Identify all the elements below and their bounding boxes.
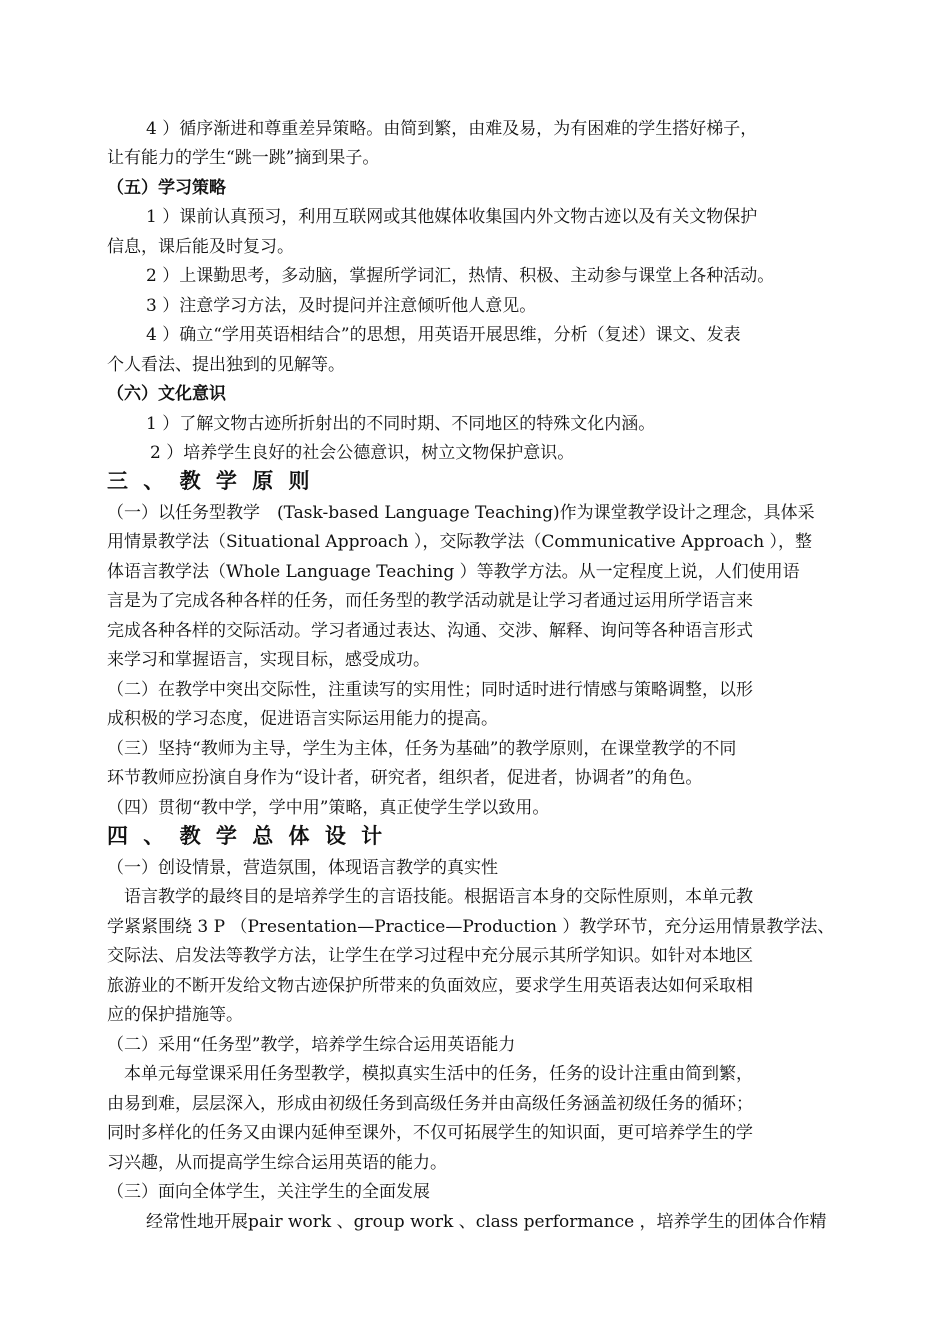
- subsection-heading: （三）面向全体学生，关注学生的全面发展: [107, 1182, 430, 1202]
- paragraph-line: 环节教师应扮演自身作为“设计者，研究者，组织者，促进者，协调者”的角色。: [107, 768, 703, 788]
- paragraph-line: 用情景教学法（Situational Approach ），交际教学法（Communicative Approach ），整: [107, 532, 813, 552]
- paragraph-line: 应的保护措施等。: [107, 1005, 243, 1025]
- paragraph-line: 2 ）培养学生良好的社会公德意识，树立文物保护意识。: [150, 443, 575, 463]
- paragraph-line: 来学习和掌握语言，实现目标，感受成功。: [107, 650, 430, 670]
- paragraph-line: 让有能力的学生“跳一跳”摘到果子。: [107, 148, 380, 168]
- paragraph-line: 信息，课后能及时复习。: [107, 237, 294, 257]
- paragraph-line: 成积极的学习态度，促进语言实际运用能力的提高。: [107, 709, 498, 729]
- paragraph-line: （一）以任务型教学 (Task-based Language Teaching)作为课堂教学设计之理念，具体采: [107, 503, 815, 523]
- paragraph-line: 学紧紧围绕 3 P （Presentation—Practice—Production ）教学环节，充分运用情景教学法、: [107, 917, 835, 937]
- paragraph-line: （三）坚持“教师为主导，学生为主体，任务为基础”的教学原则，在课堂教学的不同: [107, 739, 737, 759]
- paragraph-line: 体语言教学法（Whole Language Teaching ）等教学方法。从一定程度上说，人们使用语: [107, 562, 800, 582]
- subsection-heading: （一）创设情景，营造氛围，体现语言教学的真实性: [107, 858, 498, 878]
- paragraph-line: 完成各种各样的交际活动。学习者通过表达、沟通、交涉、解释、询问等各种语言形式: [107, 621, 753, 641]
- paragraph-line: 本单元每堂课采用任务型教学，模拟真实生活中的任务，任务的设计注重由简到繁，: [124, 1064, 753, 1084]
- paragraph-line: （四）贯彻“教中学，学中用”策略，真正使学生学以致用。: [107, 798, 550, 818]
- paragraph-line: 1 ）课前认真预习，利用互联网或其他媒体收集国内外文物古迹以及有关文物保护: [146, 207, 758, 227]
- paragraph-line: 习兴趣，从而提高学生综合运用英语的能力。: [107, 1153, 447, 1173]
- subsection-heading: （五）学习策略: [107, 178, 226, 198]
- paragraph-line: 1 ）了解文物古迹所折射出的不同时期、不同地区的特殊文化内涵。: [146, 414, 656, 434]
- paragraph-line: 同时多样化的任务又由课内延伸至课外，不仅可拓展学生的知识面，更可培养学生的学: [107, 1123, 753, 1143]
- paragraph-line: 言是为了完成各种各样的任务，而任务型的教学活动就是让学习者通过运用所学语言来: [107, 591, 753, 611]
- paragraph-line: 旅游业的不断开发给文物古迹保护所带来的负面效应，要求学生用英语表达如何采取相: [107, 976, 753, 996]
- paragraph-line: （二）在教学中突出交际性，注重读写的实用性；同时适时进行情感与策略调整，以形: [107, 680, 753, 700]
- paragraph-line: 3 ）注意学习方法，及时提问并注意倾听他人意见。: [146, 296, 537, 316]
- paragraph-line: 个人看法、提出独到的见解等。: [107, 355, 345, 375]
- paragraph-line: 由易到难，层层深入，形成由初级任务到高级任务并由高级任务涵盖初级任务的循环；: [107, 1094, 753, 1114]
- paragraph-line: 4 ）循序渐进和尊重差异策略。由简到繁，由难及易，为有困难的学生搭好梯子，: [146, 119, 758, 139]
- paragraph-line: 4 ）确立“学用英语相结合”的思想，用英语开展思维，分析（复述）课文、发表: [146, 325, 741, 345]
- section-heading: 三 、 教 学 原 则: [107, 469, 310, 493]
- paragraph-line: 语言教学的最终目的是培养学生的言语技能。根据语言本身的交际性原则，本单元教: [124, 887, 753, 907]
- paragraph-line: 2 ）上课勤思考，多动脑，掌握所学词汇，热情、积极、主动参与课堂上各种活动。: [146, 266, 775, 286]
- section-heading: 四 、 教 学 总 体 设 计: [107, 824, 383, 848]
- paragraph-line: 交际法、启发法等教学方法，让学生在学习过程中充分展示其所学知识。如针对本地区: [107, 946, 753, 966]
- paragraph-line: 经常性地开展pair work 、group work 、class performance ，培养学生的团体合作精: [146, 1212, 827, 1232]
- subsection-heading: （六）文化意识: [107, 384, 226, 404]
- subsection-heading: （二）采用“任务型”教学，培养学生综合运用英语能力: [107, 1035, 516, 1055]
